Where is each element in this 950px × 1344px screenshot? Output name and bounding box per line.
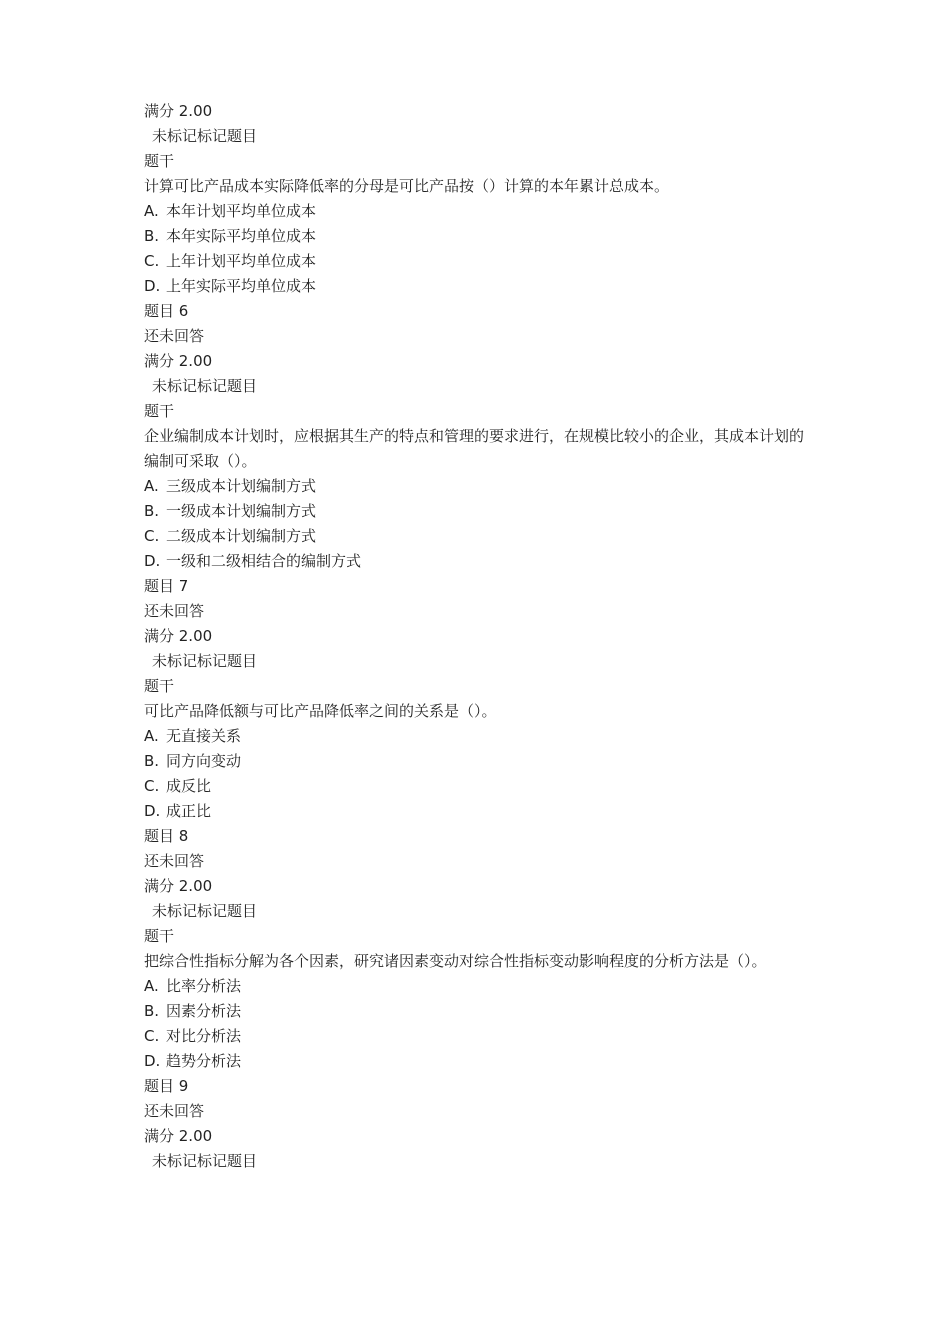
question-7 xyxy=(144,574,814,824)
question-title: 题目 7 xyxy=(144,577,189,595)
option-letter: D. xyxy=(144,802,161,820)
option-text: 本年计划平均单位成本 xyxy=(166,202,317,220)
answer-option-b[interactable] xyxy=(144,749,814,774)
question-status: 还未回答 xyxy=(144,1102,205,1120)
question-8 xyxy=(144,824,814,1074)
flag-question-link[interactable]: 未标记标记题目 xyxy=(152,127,258,145)
answer-option-a[interactable] xyxy=(144,974,814,999)
question-9 xyxy=(144,1074,814,1174)
option-letter: D. xyxy=(144,1052,161,1070)
option-letter: A. xyxy=(144,977,159,995)
question-score: 满分 2.00 xyxy=(144,1127,213,1145)
option-text: 对比分析法 xyxy=(166,1027,242,1045)
question-title: 题目 9 xyxy=(144,1077,189,1095)
option-letter: A. xyxy=(144,477,159,495)
question-status: 还未回答 xyxy=(144,602,205,620)
option-letter: B. xyxy=(144,227,160,245)
option-text: 上年实际平均单位成本 xyxy=(166,277,317,295)
stem-label: 题干 xyxy=(144,152,175,170)
option-letter: D. xyxy=(144,552,161,570)
option-letter: D. xyxy=(144,277,161,295)
document-page xyxy=(144,99,814,1174)
option-text: 二级成本计划编制方式 xyxy=(166,527,317,545)
question-6 xyxy=(144,299,814,574)
option-text: 三级成本计划编制方式 xyxy=(166,477,317,495)
answer-option-d[interactable] xyxy=(144,549,814,574)
answer-option-b[interactable] xyxy=(144,499,814,524)
answer-option-b[interactable] xyxy=(144,224,814,249)
stem-label: 题干 xyxy=(144,927,175,945)
answer-option-c[interactable] xyxy=(144,249,814,274)
flag-question-link[interactable]: 未标记标记题目 xyxy=(152,377,258,395)
flag-question-link[interactable]: 未标记标记题目 xyxy=(152,902,258,920)
stem-label: 题干 xyxy=(144,402,175,420)
answer-option-a[interactable] xyxy=(144,474,814,499)
option-text: 成反比 xyxy=(166,777,212,795)
answer-option-d[interactable] xyxy=(144,1049,814,1074)
question-title: 题目 6 xyxy=(144,302,189,320)
option-letter: B. xyxy=(144,752,160,770)
flag-question-link[interactable]: 未标记标记题目 xyxy=(152,1152,258,1170)
question-score: 满分 2.00 xyxy=(144,877,213,895)
option-text: 一级成本计划编制方式 xyxy=(166,502,317,520)
question-status: 还未回答 xyxy=(144,852,205,870)
answer-option-a[interactable] xyxy=(144,724,814,749)
option-text: 上年计划平均单位成本 xyxy=(166,252,317,270)
option-letter: C. xyxy=(144,252,160,270)
option-text: 同方向变动 xyxy=(166,752,242,770)
option-text: 趋势分析法 xyxy=(166,1052,242,1070)
answer-option-b[interactable] xyxy=(144,999,814,1024)
answer-option-c[interactable] xyxy=(144,774,814,799)
question-stem: 把综合性指标分解为各个因素，研究诸因素变动对综合性指标变动影响程度的分析方法是（）。 xyxy=(144,952,767,970)
question-score: 满分 2.00 xyxy=(144,627,213,645)
option-letter: C. xyxy=(144,1027,160,1045)
option-letter: A. xyxy=(144,202,159,220)
option-text: 成正比 xyxy=(166,802,212,820)
question-score: 满分 2.00 xyxy=(144,352,213,370)
question-stem: 企业编制成本计划时，应根据其生产的特点和管理的要求进行，在规模比较小的企业，其成本计划的编制可采取（）。 xyxy=(144,427,805,470)
option-letter: B. xyxy=(144,502,160,520)
option-letter: C. xyxy=(144,777,160,795)
question-score: 满分 2.00 xyxy=(144,102,213,120)
answer-option-d[interactable] xyxy=(144,799,814,824)
option-text: 本年实际平均单位成本 xyxy=(166,227,317,245)
question-status: 还未回答 xyxy=(144,327,205,345)
option-text: 因素分析法 xyxy=(166,1002,242,1020)
question-5-tail xyxy=(144,99,814,299)
question-stem: 可比产品降低额与可比产品降低率之间的关系是（）。 xyxy=(144,702,497,720)
answer-option-c[interactable] xyxy=(144,524,814,549)
answer-option-a[interactable] xyxy=(144,199,814,224)
stem-label: 题干 xyxy=(144,677,175,695)
option-letter: B. xyxy=(144,1002,160,1020)
option-letter: A. xyxy=(144,727,159,745)
question-title: 题目 8 xyxy=(144,827,189,845)
option-text: 比率分析法 xyxy=(166,977,242,995)
answer-option-c[interactable] xyxy=(144,1024,814,1049)
option-text: 一级和二级相结合的编制方式 xyxy=(166,552,362,570)
answer-option-d[interactable] xyxy=(144,274,814,299)
option-letter: C. xyxy=(144,527,160,545)
option-text: 无直接关系 xyxy=(166,727,242,745)
flag-question-link[interactable]: 未标记标记题目 xyxy=(152,652,258,670)
question-stem: 计算可比产品成本实际降低率的分母是可比产品按（）计算的本年累计总成本。 xyxy=(144,177,670,195)
